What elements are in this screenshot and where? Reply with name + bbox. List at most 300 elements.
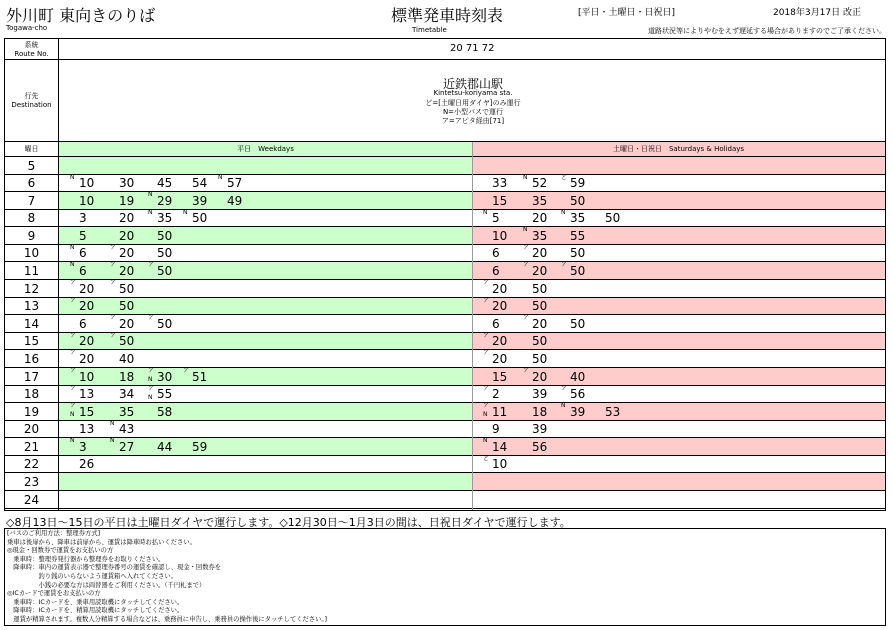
weekday-cell [59, 315, 472, 333]
departure-time [70, 349, 95, 368]
departure-time [532, 386, 547, 403]
departure-mark: N [561, 209, 566, 216]
departure-time [70, 437, 87, 456]
hour-cell: 18 [23, 387, 40, 401]
departure-time [532, 421, 547, 438]
departure-mark: ア [523, 367, 530, 374]
departure-minute: 20 [119, 317, 135, 331]
departure-minute: 15 [492, 194, 508, 208]
departure-time [119, 227, 134, 245]
departure-time [492, 245, 500, 262]
departure-time [70, 174, 95, 192]
holiday-note: ◇8月13日～15日の平日は土曜日ダイヤで運行します。◇12月30日～1月3日の間は、日祝日ダイヤで運行します。 [6, 516, 571, 529]
departure-minute: 50 [532, 299, 548, 313]
destination-romaji: Kintetsu-koriyama sta. [433, 89, 513, 97]
departure-mark: N [483, 437, 488, 444]
departure-time [119, 192, 134, 210]
hour-cell: 5 [27, 159, 36, 173]
departure-time [79, 456, 94, 473]
departure-time [70, 244, 87, 262]
departure-mark: ア [483, 402, 490, 409]
departure-time [110, 420, 135, 438]
departure-mark: N [148, 191, 153, 198]
departure-minute: 45 [157, 176, 173, 190]
departure-minute: 55 [570, 229, 586, 243]
departure-minute: 20 [532, 246, 548, 260]
departure-time [119, 298, 134, 315]
departure-time [110, 279, 135, 298]
departure-mark: ア [561, 261, 568, 268]
weekday-cell [59, 192, 472, 210]
departure-minute: 6 [492, 264, 500, 278]
departure-mark: ア [70, 367, 77, 374]
departure-mark: N [70, 174, 75, 181]
day-type-label: [平日・土曜日・日祝日] [578, 8, 676, 18]
departure-minute: 50 [119, 334, 135, 348]
departure-time [79, 315, 87, 333]
departure-minute: 29 [157, 194, 173, 208]
departure-minute: 10 [79, 176, 95, 190]
usage-line: ◎ICカードで運賃をお支払いの方 [7, 590, 101, 598]
departure-mark: N [483, 411, 488, 418]
departure-mark: ア [70, 332, 77, 339]
departure-time [110, 437, 135, 456]
page-subtitle: Timetable [412, 26, 447, 34]
departure-minute: 20 [492, 282, 508, 296]
departure-minute: 20 [119, 246, 135, 260]
departure-time [79, 227, 87, 245]
hour-cell: 14 [23, 317, 40, 331]
departure-mark: ア [523, 244, 530, 251]
departure-time [148, 367, 173, 386]
departure-minute: 9 [492, 422, 500, 436]
weekday-cell [59, 175, 472, 192]
departure-time [70, 385, 95, 403]
departure-minute: 13 [79, 422, 95, 436]
departure-time [148, 261, 173, 280]
departure-time [605, 210, 620, 227]
departure-mark: N [561, 402, 566, 409]
departure-time [483, 455, 508, 473]
departure-minute: 39 [532, 422, 548, 436]
departure-time [70, 279, 95, 298]
departure-minute: 49 [227, 194, 243, 208]
weekend-cell [472, 298, 885, 315]
departure-minute: 26 [79, 457, 95, 471]
legend-apita: ア=アピタ経由[71] [441, 117, 505, 125]
weekday-cell [59, 368, 472, 386]
weekday-cell [59, 210, 472, 227]
departure-mark: ア [483, 297, 490, 304]
departure-minute: 40 [570, 370, 586, 384]
hour-cell: 24 [23, 493, 40, 507]
hour-cell: 20 [23, 422, 40, 436]
departure-time [523, 244, 548, 262]
departure-time [523, 367, 548, 386]
departure-mark: ア [561, 385, 568, 392]
weekday-cell [59, 280, 472, 298]
departure-time [483, 385, 500, 403]
departure-minute: 50 [570, 317, 586, 331]
usage-line: ◎現金・回数券で運賃をお支払いの方 [7, 547, 114, 555]
departure-minute: 20 [79, 352, 95, 366]
weekend-cell [472, 438, 885, 456]
timetable-grid [4, 38, 886, 511]
departure-mark: ア [70, 349, 77, 356]
departure-time [523, 261, 548, 280]
departure-time [157, 438, 172, 456]
departure-minute: 20 [79, 282, 95, 296]
departure-minute: 50 [157, 246, 173, 260]
departure-time [492, 227, 507, 245]
departure-minute: 20 [532, 211, 548, 225]
departure-minute: 50 [157, 264, 173, 278]
departure-time [492, 262, 500, 280]
departure-minute: 58 [157, 405, 173, 419]
hour-cell: 6 [27, 176, 36, 190]
departure-minute: 20 [492, 299, 508, 313]
departure-minute: 3 [79, 440, 87, 454]
departure-minute: 50 [532, 352, 548, 366]
weekend-cell [472, 350, 885, 368]
departure-mark: ア [70, 297, 77, 304]
weekend-cell [472, 491, 885, 509]
departure-minute: 43 [119, 422, 135, 436]
departure-mark: ア [70, 402, 77, 409]
departure-mark: ア [148, 261, 155, 268]
departure-time [218, 174, 243, 192]
departure-mark: ア [110, 244, 117, 251]
departure-time [570, 245, 585, 262]
hour-cell: 11 [23, 264, 40, 278]
departure-time [532, 333, 547, 350]
weekday-cell [59, 245, 472, 262]
departure-time [561, 174, 586, 192]
departure-time [523, 226, 548, 245]
hour-cell: 22 [23, 457, 40, 471]
departure-minute: 15 [492, 370, 508, 384]
departure-minute: 20 [492, 352, 508, 366]
departure-time [110, 244, 135, 262]
row-divider [5, 508, 885, 509]
departure-time [605, 403, 620, 421]
departure-minute: 35 [570, 211, 586, 225]
weekend-cell [472, 175, 885, 192]
weekday-cell [59, 298, 472, 315]
departure-mark: ア [483, 332, 490, 339]
departure-time [532, 350, 547, 368]
departure-minute: 19 [119, 194, 135, 208]
weekday-cell [59, 227, 472, 245]
departure-minute: 6 [79, 264, 87, 278]
weekend-cell [472, 262, 885, 280]
destination-label [5, 92, 58, 110]
departure-minute: 35 [119, 405, 135, 419]
departure-mark: ア [483, 349, 490, 356]
departure-minute: 33 [492, 176, 508, 190]
departure-minute: 50 [157, 229, 173, 243]
weekend-cell [472, 333, 885, 350]
weekend-header: 土曜日・日祝日 Saturdays & Holidays [472, 142, 885, 156]
departure-mark: ア [148, 314, 155, 321]
departure-time [157, 245, 172, 262]
departure-mark: N [523, 174, 528, 181]
stop-name: 外川町 東向きのりば [6, 6, 156, 25]
delay-notice: 道路状況等によりやむをえず遅延する場合がありますのでご了承ください。 [648, 27, 886, 35]
page-title: 標準発車時刻表 [391, 6, 504, 25]
departure-minute: 50 [570, 264, 586, 278]
departure-mark: ア [110, 314, 117, 321]
departure-mark: N [110, 420, 115, 427]
weekday-cell [59, 491, 472, 509]
legend-small-bus: N=小型バスで運行 [442, 108, 504, 116]
departure-minute: 50 [532, 282, 548, 296]
departure-time [119, 386, 134, 403]
departure-time [119, 368, 134, 386]
departure-time [227, 192, 242, 210]
departure-mark: N [70, 244, 75, 251]
hour-cell: 15 [23, 334, 40, 348]
departure-minute: 30 [157, 370, 173, 384]
departure-minute: 20 [492, 334, 508, 348]
departure-minute: 6 [79, 246, 87, 260]
departure-time [110, 332, 135, 350]
weekday-cell [59, 262, 472, 280]
departure-time [110, 261, 135, 280]
departure-minute: 10 [492, 229, 508, 243]
departure-time [532, 280, 547, 298]
departure-minute: 14 [492, 440, 508, 454]
usage-instructions [4, 528, 886, 626]
departure-minute: 50 [119, 282, 135, 296]
departure-time [119, 210, 134, 227]
destination-label-ja: 行先 [24, 92, 39, 100]
departure-time [148, 385, 173, 403]
departure-minute: 20 [79, 299, 95, 313]
usage-line: 運賃が精算されます。複数人分精算する場合などは、乗務員に申告し、乗務員の操作後にタッチしてください。] [7, 616, 327, 623]
departure-time [483, 332, 508, 350]
departure-minute: 55 [157, 387, 173, 401]
usage-line: 乗車は後扉から、降車は前扉から、運賃は降車時お払いください。 [7, 538, 196, 546]
departure-minute: 34 [119, 387, 135, 401]
departure-time [561, 402, 586, 421]
departure-minute: 56 [570, 387, 586, 401]
departure-time [483, 402, 508, 421]
departure-mark: ア [110, 279, 117, 286]
row-divider [5, 59, 885, 60]
stop-romaji: Togawa-cho [6, 24, 48, 32]
route-numbers: 20 71 72 [450, 43, 495, 54]
departure-time [570, 192, 585, 210]
departure-time [148, 191, 173, 210]
departure-time [570, 368, 585, 386]
departure-mark: ア [148, 385, 155, 392]
departure-minute: 20 [119, 211, 135, 225]
weekend-cell [472, 386, 885, 403]
weekend-cell [472, 245, 885, 262]
departure-time [148, 314, 173, 333]
departure-time [492, 175, 507, 192]
departure-time [148, 209, 173, 227]
usage-line: 乗車時：ICカードを、乗車用読取機にタッチしてください。 [7, 598, 184, 606]
departure-minute: 6 [79, 317, 87, 331]
departure-time [119, 403, 134, 421]
departure-time [183, 209, 208, 227]
departure-minute: 3 [79, 211, 87, 225]
departure-minute: 54 [192, 176, 208, 190]
departure-mark: ア [70, 385, 77, 392]
departure-minute: 52 [532, 176, 548, 190]
departure-time [492, 368, 507, 386]
departure-minute: 15 [79, 405, 95, 419]
weekday-cell [59, 473, 472, 491]
departure-minute: 50 [532, 334, 548, 348]
weekend-cell [472, 192, 885, 210]
usage-line: 降車時：ICカードを、精算用読取機にタッチしてください。 [7, 607, 184, 615]
departure-minute: 6 [492, 317, 500, 331]
departure-minute: 20 [119, 264, 135, 278]
hour-cell: 16 [23, 352, 40, 366]
departure-mark: ア [110, 332, 117, 339]
departure-time [70, 402, 95, 421]
departure-mark: N [70, 411, 75, 418]
departure-time [561, 385, 586, 403]
departure-time [492, 192, 507, 210]
departure-minute: 11 [492, 405, 508, 419]
departure-minute: 5 [492, 211, 500, 225]
departure-minute: 27 [119, 440, 135, 454]
departure-time [110, 314, 135, 333]
weekday-header: 平日 Weekdays [59, 142, 472, 156]
departure-minute: 57 [227, 176, 243, 190]
departure-time [79, 192, 94, 210]
hour-cell: 17 [23, 370, 40, 384]
hour-cell: 7 [27, 194, 36, 208]
departure-minute: 18 [532, 405, 548, 419]
weekday-cell [59, 157, 472, 175]
weekend-cell [472, 157, 885, 175]
hour-cell: 19 [23, 405, 40, 419]
usage-line: 小銭の必要な方は両替器をご利用ください。（千円札まで） [7, 581, 206, 589]
departure-minute: 18 [119, 370, 135, 384]
departure-time [119, 175, 134, 192]
weekend-cell [472, 403, 885, 421]
weekday-cell [59, 438, 472, 456]
departure-time [192, 192, 207, 210]
usage-line: 乗車時：整理券発行器から整理券をお取りください。 [7, 555, 165, 563]
departure-mark: N [148, 376, 153, 383]
departure-minute: 5 [79, 229, 87, 243]
departure-mark: N [148, 209, 153, 216]
departure-minute: 50 [119, 299, 135, 313]
departure-time [483, 279, 508, 298]
departure-mark: ア [70, 279, 77, 286]
departure-minute: 53 [605, 405, 621, 419]
weekday-cell [59, 333, 472, 350]
departure-minute: 20 [532, 317, 548, 331]
departure-minute: 44 [157, 440, 173, 454]
weekday-cell [59, 456, 472, 473]
departure-minute: 50 [192, 211, 208, 225]
departure-mark: N [218, 174, 223, 181]
destination-name: 近鉄郡山駅 [443, 77, 504, 91]
weekend-cell [472, 227, 885, 245]
legend-saturday: ど=[土曜日用ダイヤ]のみ運行 [425, 99, 521, 107]
departure-time [157, 175, 172, 192]
departure-time [532, 298, 547, 315]
departure-time [79, 210, 87, 227]
weekend-cell [472, 368, 885, 386]
departure-minute: 50 [570, 194, 586, 208]
departure-minute: 10 [79, 194, 95, 208]
departure-time [157, 403, 172, 421]
departure-minute: 20 [532, 370, 548, 384]
hour-cell: 10 [23, 246, 40, 260]
departure-minute: 59 [570, 176, 586, 190]
departure-minute: 35 [157, 211, 173, 225]
departure-mark: ア [483, 279, 490, 286]
hour-cell: 8 [27, 211, 36, 225]
departure-time [532, 192, 547, 210]
weekend-cell [472, 210, 885, 227]
departure-time [532, 438, 547, 456]
departure-mark: ア [523, 261, 530, 268]
departure-mark: N [110, 437, 115, 444]
departure-minute: 6 [492, 246, 500, 260]
departure-time [157, 227, 172, 245]
departure-time [483, 349, 508, 368]
departure-minute: 50 [570, 246, 586, 260]
weekend-cell [472, 456, 885, 473]
departure-mark: N [483, 209, 488, 216]
departure-minute: 50 [157, 317, 173, 331]
departure-time [192, 175, 207, 192]
departure-mark: ア [110, 261, 117, 268]
departure-minute: 35 [532, 229, 548, 243]
departure-minute: 2 [492, 387, 500, 401]
departure-time [79, 421, 94, 438]
route-label-ja: 系統 [24, 41, 39, 49]
departure-time [483, 209, 500, 227]
departure-time [570, 315, 585, 333]
route-label [5, 41, 58, 59]
departure-mark: ど [561, 174, 568, 181]
departure-time [183, 367, 208, 386]
departure-time [70, 367, 95, 386]
departure-time [532, 210, 547, 227]
departure-time [532, 403, 547, 421]
departure-minute: 20 [79, 334, 95, 348]
hour-cell: 23 [23, 475, 40, 489]
departure-time [561, 209, 586, 227]
departure-minute: 20 [532, 264, 548, 278]
weekday-cell [59, 386, 472, 403]
weekday-cell [59, 350, 472, 368]
hour-cell: 12 [23, 282, 40, 296]
departure-time [492, 421, 500, 438]
departure-time [492, 315, 500, 333]
departure-mark: N [523, 226, 528, 233]
departure-minute: 51 [192, 370, 208, 384]
usage-line: 降車時：車内の運賃表示器で整理券番号の運賃を確認し、現金・回数券を [7, 564, 222, 572]
departure-time [570, 227, 585, 245]
departure-mark: N [70, 437, 75, 444]
departure-mark: N [70, 261, 75, 268]
departure-time [483, 437, 508, 456]
departure-time [523, 174, 548, 192]
departure-mark: ど [483, 455, 490, 462]
revision-date: 2018年3月17日 改正 [773, 8, 861, 18]
